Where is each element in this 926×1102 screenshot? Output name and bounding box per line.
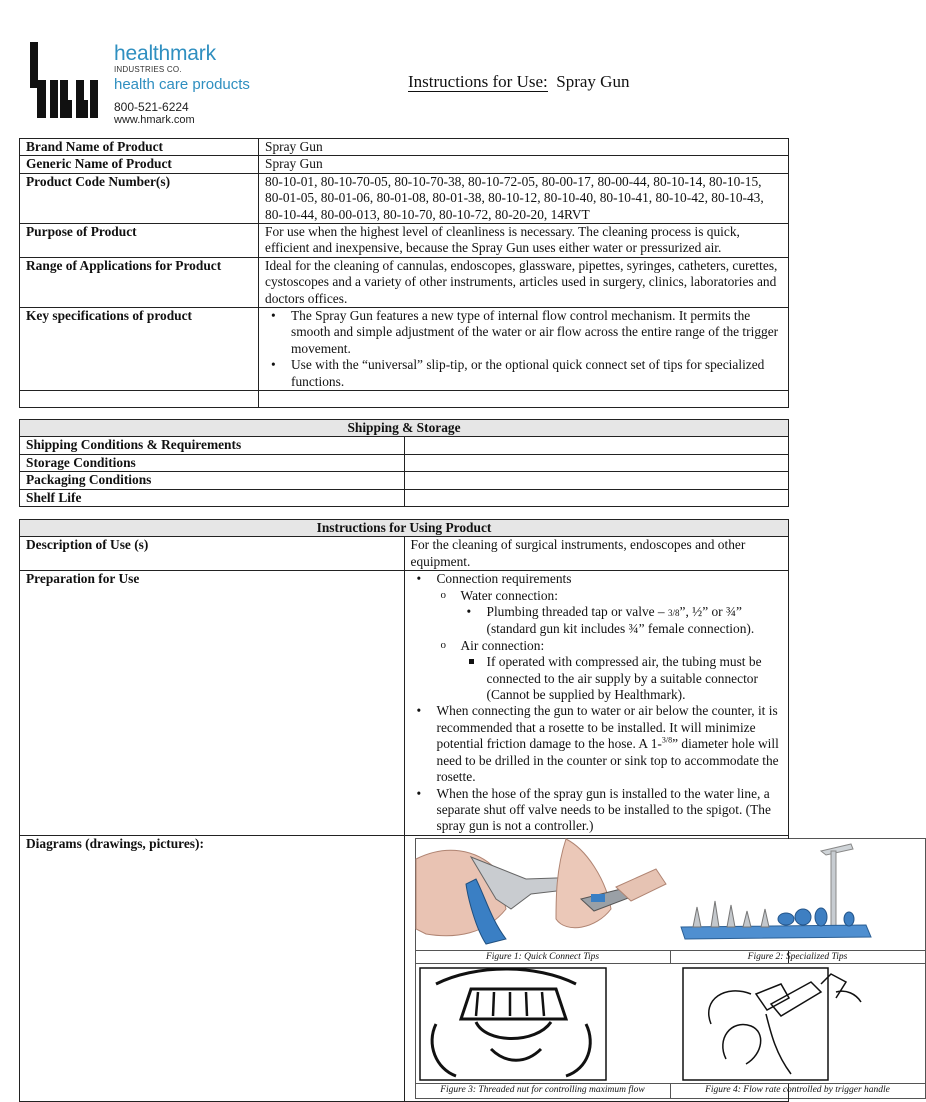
row-label: Product Code Number(s): [20, 173, 259, 223]
row-label: Range of Applications for Product: [20, 257, 259, 307]
figure-3-caption: Figure 3: Threaded nut for controlling maximum flow: [416, 1083, 671, 1098]
counter-text-a: When connecting the gun to water or air below the counter, it is recommended that a rosette to be installed. It will minimize potential friction damage to the hose. A 1-: [436, 703, 778, 752]
table-row: [20, 571, 789, 836]
table-row: [20, 437, 789, 454]
table-row: [20, 835, 789, 1101]
row-label: Shelf Life: [20, 489, 405, 506]
list-item: [461, 588, 783, 638]
table-heading-row: [20, 520, 789, 537]
figure-4-caption: Figure 4: Flow rate controlled by trigger handle: [671, 1083, 925, 1098]
row-value: [404, 454, 789, 471]
empty-cell: [259, 391, 789, 408]
figure-1-image: [416, 839, 671, 950]
document-title: [408, 72, 629, 92]
table-row: [20, 308, 789, 391]
row-label: Packaging Conditions: [20, 472, 405, 489]
table-row: [20, 173, 789, 223]
row-label: Key specifications of product: [20, 308, 259, 391]
key-specs-list: [265, 308, 782, 390]
company-logo: [28, 40, 258, 124]
row-label: Purpose of Product: [20, 224, 259, 258]
figure-2-caption: Figure 2: Specialized Tips: [671, 950, 925, 964]
figure-4-image: [671, 964, 925, 1083]
list-item: • Use with the “universal” slip-tip, or the optional quick connect set of tips for specialized functions.: [291, 357, 782, 390]
figure-2-image: [671, 839, 925, 950]
table-row: [20, 537, 789, 571]
table-heading-row: [20, 420, 789, 437]
row-label: Generic Name of Product: [20, 156, 259, 173]
brand-subtitle: INDUSTRIES CO.: [114, 65, 182, 74]
brand-phone: 800-521-6224: [114, 100, 189, 114]
row-label: Diagrams (drawings, pictures):: [20, 835, 405, 1101]
figure-3-image: [416, 964, 671, 1083]
shipping-storage-table: [19, 419, 789, 507]
list-item: [437, 571, 783, 703]
table-row: [20, 454, 789, 471]
list-item: [437, 703, 783, 785]
row-value: 80-10-01, 80-10-70-05, 80-10-70-38, 80-10-72-05, 80-00-17, 80-00-44, 80-10-14, 80-10-15, 80-01-05, 80-01-06, 80-01-08, 80-01-38, 80-10-12, 80-10-40, 80-10-41, 80-10-42, 80-10-43, 80-10-44, 80-00-013, 80-10-70, 80-10-72, 80-20-20, 14RVT: [259, 173, 789, 223]
row-value: For use when the highest level of cleanliness is necessary. The cleaning process is quick, efficient and inexpensive, because the Spray Gun uses either water or pressurized air.: [259, 224, 789, 258]
row-label: Brand Name of Product: [20, 139, 259, 156]
section-heading: Shipping & Storage: [20, 420, 789, 437]
title-product: Spray Gun: [556, 72, 630, 91]
row-value: Spray Gun: [259, 156, 789, 173]
table-row: [20, 224, 789, 258]
brand-name: healthmark: [114, 42, 216, 65]
row-value: Spray Gun: [259, 139, 789, 156]
connection-requirements: Connection requirements: [436, 571, 572, 587]
air-connection: Air connection:: [460, 637, 545, 653]
list-item: • The Spray Gun features a new type of internal flow control mechanism. It permits the smooth and simple adjustment of the water or air flow across the entire range of the trigger movement.: [291, 308, 782, 357]
list-item: • When the hose of the spray gun is installed to the water line, a separate shut off valve needs to be installed to the spigot. (The spray gun is not a controller.): [437, 786, 783, 835]
water-detail-a: Plumbing threaded tap or valve –: [486, 604, 665, 620]
table-row: [20, 472, 789, 489]
trigger-handle-icon: [671, 964, 925, 1083]
row-label: Description of Use (s): [20, 537, 405, 571]
list-item: [487, 604, 783, 638]
spray-gun-hands-icon: [416, 839, 671, 950]
title-prefix: Instructions for Use:: [408, 72, 548, 91]
connection-sublist: [437, 588, 783, 704]
threaded-nut-icon: [416, 964, 671, 1083]
preparation-content: [404, 571, 789, 836]
water-detail-b: ”, ½” or ¾” (standard gun kit includes ¾” female connection).: [486, 604, 755, 637]
row-value: [404, 472, 789, 489]
list-item: If operated with compressed air, the tubing must be connected to the air supply by a suitable connector (Cannot be supplied by Healthmark).: [487, 654, 783, 703]
product-info-table: [19, 138, 789, 408]
preparation-list: [411, 571, 783, 835]
water-sublist: [461, 604, 783, 638]
water-detail-fraction: 3/8: [668, 608, 680, 619]
section-heading: Instructions for Using Product: [20, 520, 789, 537]
table-row: [20, 489, 789, 506]
specialized-tips-icon: [671, 839, 925, 950]
table-row: [20, 156, 789, 173]
row-value: For the cleaning of surgical instruments, endoscopes and other equipment.: [404, 537, 789, 571]
water-connection: Water connection:: [460, 587, 558, 603]
figure-grid: [415, 838, 926, 1099]
counter-superscript: 3/8: [661, 735, 673, 745]
empty-cell: [20, 391, 259, 408]
row-value: [404, 437, 789, 454]
row-value: Ideal for the cleaning of cannulas, endoscopes, glassware, pipettes, syringes, catheters, curettes, cystoscopes and a variety of other instruments, articles used in surgery, clinics, laboratories and doctors offices.: [259, 257, 789, 307]
table-row: [20, 257, 789, 307]
list-item: [461, 638, 783, 704]
diagrams-cell: [404, 835, 890, 1101]
table-row-empty: [20, 391, 789, 408]
brand-website: www.hmark.com: [114, 114, 195, 126]
row-label: Storage Conditions: [20, 454, 405, 471]
counter-text-b: ” diameter hole will need to be drilled in the counter or sink top to accommodate the rosette.: [436, 736, 779, 785]
row-label: Shipping Conditions & Requirements: [20, 437, 405, 454]
row-value: [404, 489, 789, 506]
figure-1-caption: Figure 1: Quick Connect Tips: [416, 950, 671, 964]
instructions-table: [19, 519, 890, 1102]
row-label: Preparation for Use: [20, 571, 405, 836]
healthmark-logo-mark-icon: [28, 40, 100, 120]
row-value: [259, 308, 789, 391]
brand-tagline: health care products: [114, 76, 250, 93]
air-sublist: [461, 654, 783, 703]
table-row: [20, 139, 789, 156]
